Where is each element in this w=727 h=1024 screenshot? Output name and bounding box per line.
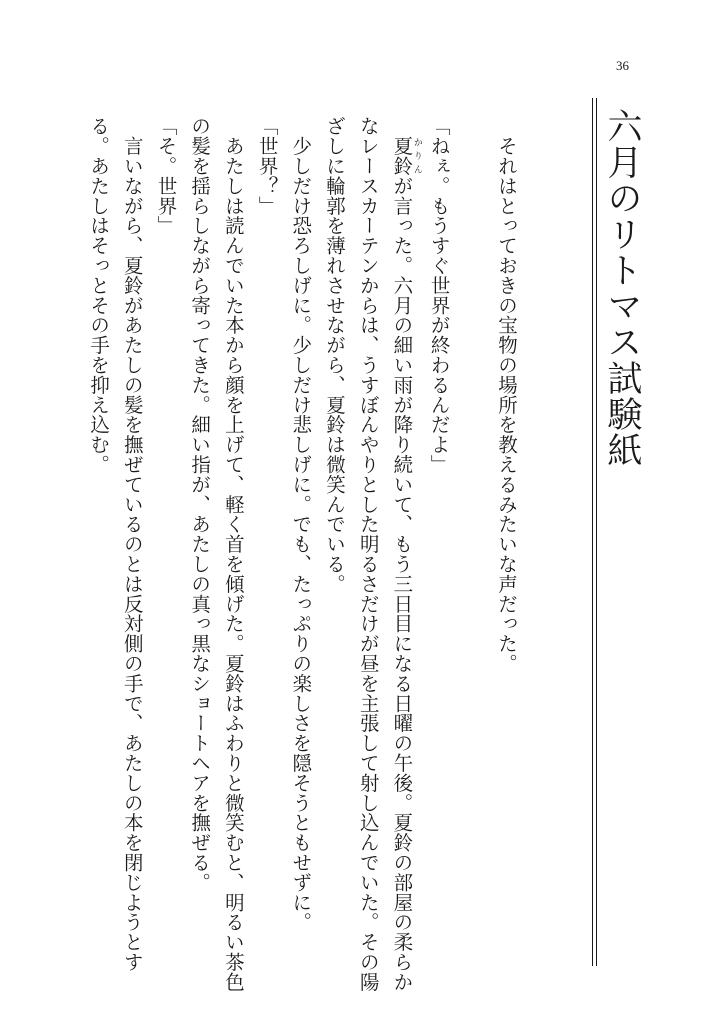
body-text: [87, 116, 523, 996]
page-number: 36: [616, 58, 629, 73]
paragraph: あたしは読んでいた本から顔を上げて、軽く首を傾げた。夏鈴はふわりと微笑むと、明るい茶色の髪を揺らしながら寄ってきた。細い指が、あたしの真っ黒なショートヘアを撫ぜる。: [188, 116, 245, 992]
title-rule-outer: [592, 98, 593, 966]
paragraph-text: が言った。六月の細い雨が降り続いて、もう三日目になる日曜の午後。夏鈴の部屋の柔らかなレースカーテンからは、うすぼんやりとした明るさだけが昼を主張して射し込んでいた。その陽ざしに輪郭を薄れさせながら、夏鈴は微笑んでいる。: [322, 116, 414, 992]
paragraph: それはとっておきの宝物の場所を教えるみたいな声だった。: [495, 116, 518, 674]
ruby-reading: かりん: [411, 135, 422, 176]
title-block: [592, 98, 642, 966]
paragraph: 「ねぇ。もうすぐ世界が終わるんだよ」: [427, 116, 451, 475]
paragraph-indent: [390, 116, 413, 136]
paragraph-with-ruby: [317, 116, 422, 996]
ruby-karin: [390, 135, 422, 176]
paragraph: 言いながら、夏鈴があたしの髪を撫ぜているのとは反対側の手で、あたしの本を閉じようとする。あたしはそっとその手を抑え込む。: [87, 116, 144, 972]
paragraph: 「世界？」: [255, 116, 279, 216]
ruby-base: 夏鈴: [390, 135, 414, 176]
title-rule-inner: [596, 98, 597, 966]
chapter-title: 六月のリトマス試験紙: [602, 108, 642, 468]
paragraph: 少しだけ恐ろしげに。少しだけ悲しげに。でも、たっぷりの楽しさを隠そうともせずに。: [289, 116, 313, 932]
blank-line: [456, 116, 490, 996]
paragraph: 「そ。世界」: [154, 116, 178, 236]
